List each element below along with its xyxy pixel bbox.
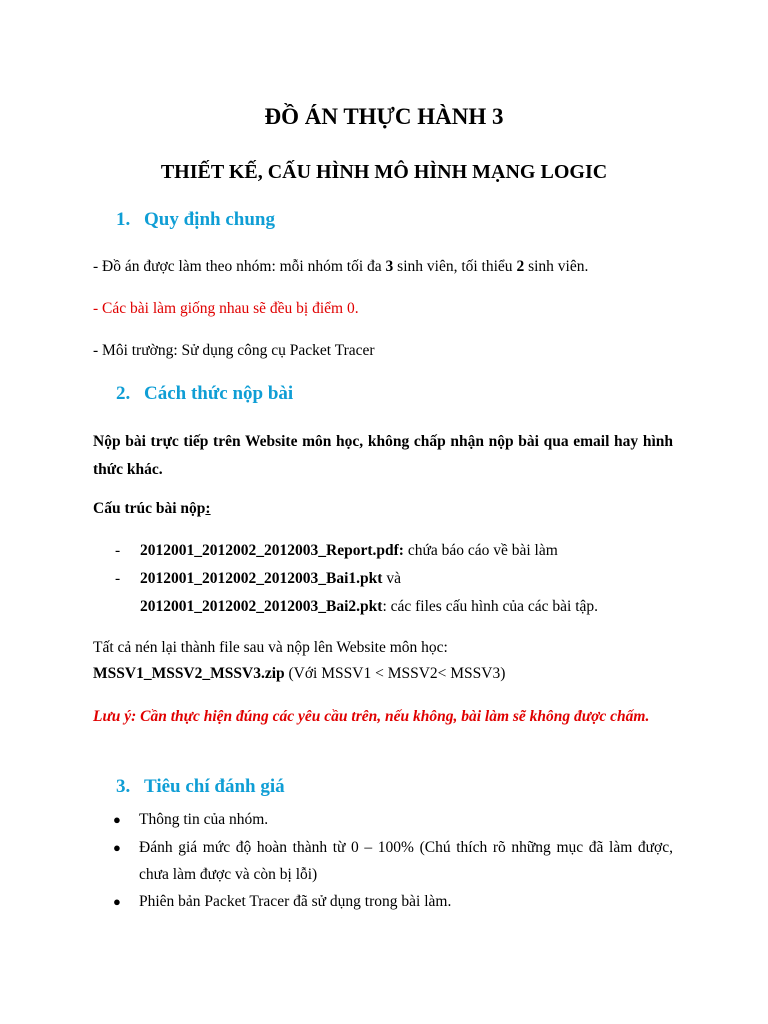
- section-title: Cách thức nộp bài: [144, 383, 294, 404]
- list-item-text: Đánh giá mức độ hoàn thành từ 0 – 100% (Chú thích rõ những mục đã làm được, chưa làm được và còn bị lỗi): [139, 839, 673, 883]
- group-rule: [93, 254, 673, 280]
- submission-note: Nộp bài trực tiếp trên Website môn học, không chấp nhận nộp bài qua email hay hình thức khác.: [93, 433, 673, 478]
- environment-rule: - Môi trường: Sử dụng công cụ Packet Tracer: [93, 342, 375, 359]
- bullet-dot: ●: [113, 840, 121, 855]
- max-students: 3: [385, 258, 394, 275]
- section-number: 2.: [116, 383, 131, 404]
- bullet-dot: ●: [113, 894, 121, 909]
- file-desc: chứa báo cáo về bài làm: [403, 542, 558, 559]
- file-name: 2012001_2012002_2012003_Report.pdf:: [140, 542, 404, 559]
- text-run: và: [382, 570, 401, 587]
- list-item: [93, 806, 673, 833]
- section-2-heading: [116, 382, 293, 406]
- zip-line: [93, 661, 673, 687]
- section-1-heading: [116, 208, 275, 232]
- zip-file-name: MSSV1_MSSV2_MSSV3.zip: [93, 665, 285, 682]
- list-item-text: [140, 565, 673, 621]
- warning-note: Lưu ý: Cần thực hiện đúng các yêu cầu trên, nếu không, bài làm sẽ không được chấm.: [93, 708, 650, 725]
- text-run: Cấu trúc bài nộp: [93, 500, 206, 517]
- list-item: [93, 565, 673, 621]
- section-3-heading: [116, 775, 285, 799]
- file-name: 2012001_2012002_2012003_Bai1.pkt: [140, 570, 383, 587]
- section-title: Quy định chung: [144, 209, 275, 230]
- section-number: 1.: [116, 209, 131, 230]
- list-item-text: [140, 538, 673, 564]
- min-students: 2: [516, 258, 525, 275]
- section-title: Tiêu chí đánh giá: [144, 776, 285, 797]
- document-subtitle: THIẾT KẾ, CẤU HÌNH MÔ HÌNH MẠNG LOGIC: [160, 161, 608, 183]
- file-name: 2012001_2012002_2012003_Bai2.pkt: [140, 598, 383, 615]
- list-item: [93, 888, 673, 915]
- document-title: ĐỒ ÁN THỰC HÀNH 3: [264, 104, 504, 129]
- section-number: 3.: [116, 776, 131, 797]
- bullet-dot: ●: [113, 812, 121, 827]
- plagiarism-rule: - Các bài làm giống nhau sẽ đều bị điểm 0.: [93, 300, 359, 317]
- list-item-text: Thông tin của nhóm.: [139, 811, 269, 828]
- zip-desc: (Với MSSV1 < MSSV2< MSSV3): [284, 665, 506, 682]
- text-run: sinh viên, tối thiểu: [393, 258, 517, 275]
- list-item: [93, 834, 673, 888]
- dash-bullet: -: [115, 542, 121, 559]
- list-item: [93, 538, 673, 564]
- text-run: sinh viên.: [524, 258, 589, 275]
- text-run: :: [205, 500, 211, 517]
- structure-label: [93, 496, 673, 522]
- text-run: - Đồ án được làm theo nhóm: mỗi nhóm tối đa: [93, 258, 386, 275]
- file-desc: : các files cấu hình của các bài tập.: [382, 598, 599, 615]
- compress-note: Tất cả nén lại thành file sau và nộp lên Website môn học:: [93, 639, 448, 656]
- list-item-text: Phiên bản Packet Tracer đã sử dụng trong bài làm.: [139, 893, 452, 910]
- dash-bullet: -: [115, 570, 121, 587]
